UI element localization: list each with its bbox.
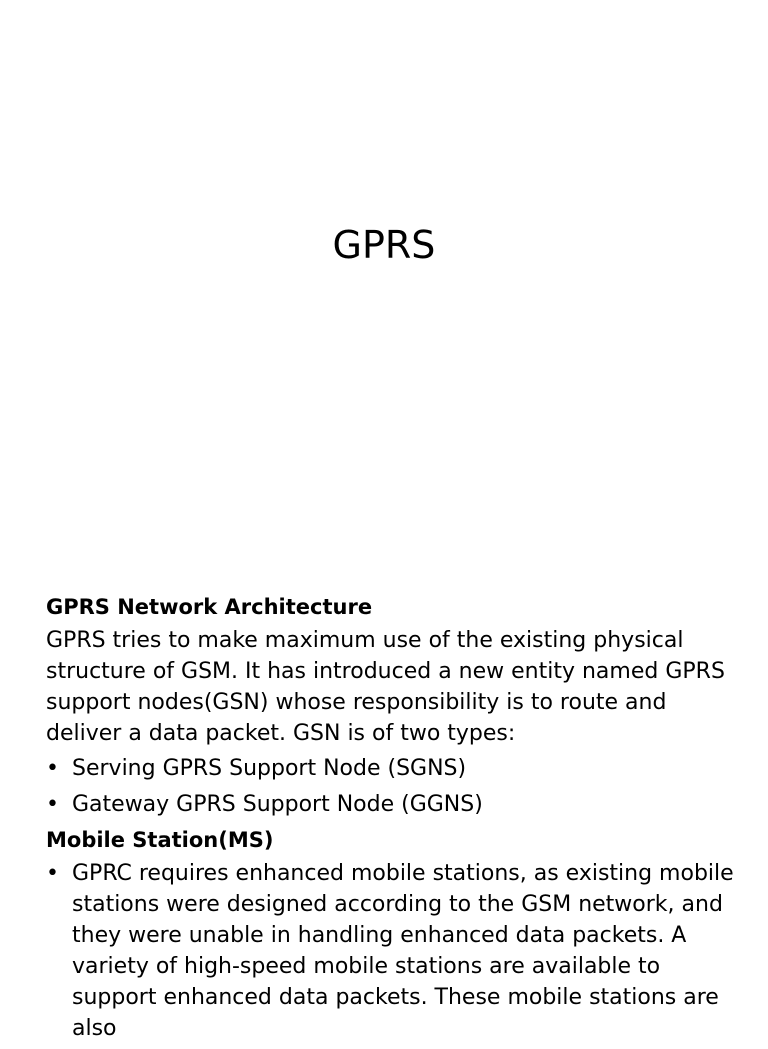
gsn-types-list — [46, 753, 736, 820]
list-item-text: Serving GPRS Support Node (SGNS) — [72, 756, 467, 781]
bullet-icon: • — [46, 861, 59, 886]
list-item — [46, 858, 736, 1044]
list-item — [46, 753, 736, 784]
section-heading-network-architecture: GPRS Network Architecture — [46, 595, 373, 619]
list-item-text: Gateway GPRS Support Node (GGNS) — [72, 792, 483, 817]
bullet-icon: • — [46, 792, 59, 817]
slide-title: GPRS — [332, 223, 436, 267]
slide-content — [46, 592, 736, 1049]
list-item — [46, 789, 736, 820]
section-heading-mobile-station: Mobile Station(MS) — [46, 828, 274, 852]
bullet-icon: • — [46, 756, 59, 781]
mobile-station-list — [46, 858, 736, 1044]
list-item-text: GPRC requires enhanced mobile stations, as existing mobile stations were designed according to the GSM network, and they were unable in handling enhanced data packets. A variety of high-speed mobile stations are available to support enhanced data packets. These mobile stations are also — [72, 861, 734, 1041]
architecture-paragraph: GPRS tries to make maximum use of the existing physical structure of GSM. It has introduced a new entity named GPRS support nodes(GSN) whose responsibility is to route and deliver a data packet. GSN is of two types: — [46, 628, 725, 746]
